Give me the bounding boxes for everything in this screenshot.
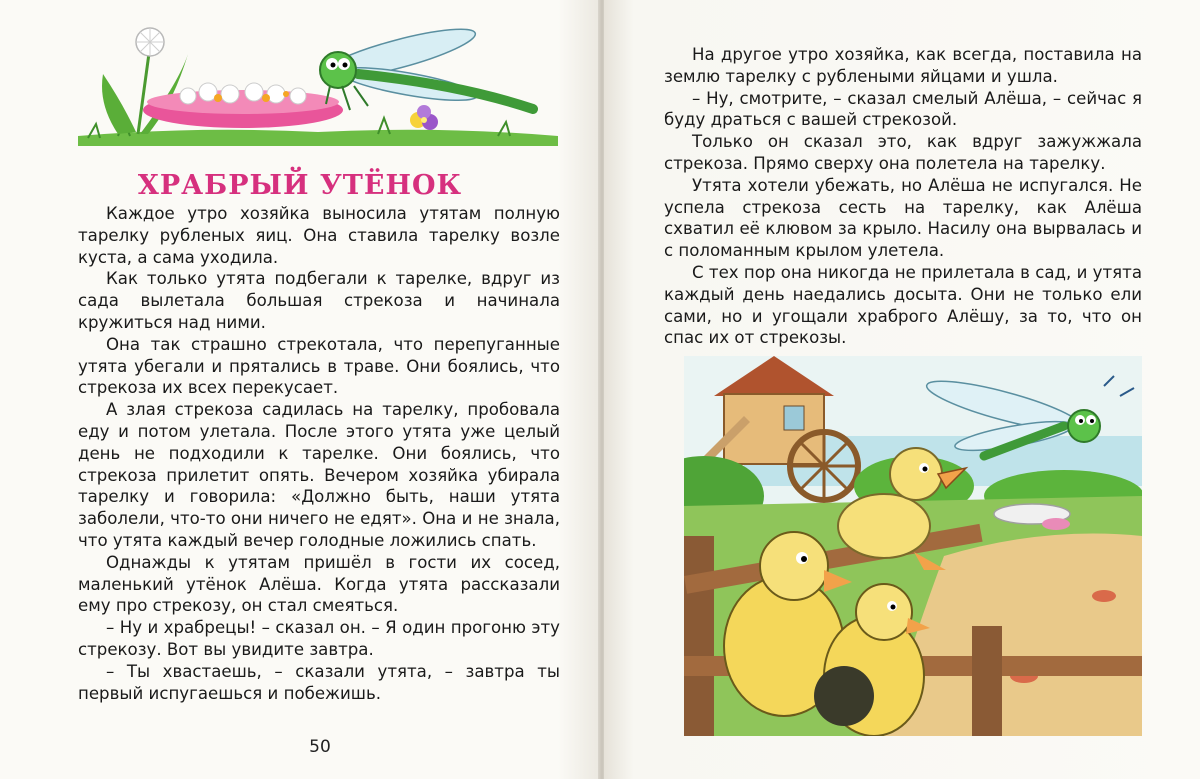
scene-illustration (684, 356, 1142, 736)
paragraph: Утята хотели убежать, но Алёша не испугался. Не успела стрекоза сесть на тарелку, как Алёша схватил её клювом за крыло. Насилу она вырвалась и с поломанным крылом улетела. (664, 175, 1142, 261)
paragraph: Она так страшно стрекотала, что перепуганные утята убегали и прятались в траве. Они боялись, что стрекоза их всех перекусает. (78, 334, 560, 398)
paragraph: Как только утята подбегали к тарелке, вдруг из сада вылетала большая стрекоза и начинала кружиться над ними. (78, 269, 560, 332)
paragraph: С тех пор она никогда не прилетала в сад, и утята каждый день наедались досыта. Они не только ели сами, но и угощали храброго Алёшу, за то, что он спас их от стрекозы. (664, 262, 1142, 348)
flower-icon (410, 105, 438, 130)
paragraph: А злая стрекоза садилась на тарелку, пробовала еду и потом улетала. После этого утята уже целый день не подходили к тарелке. Они боялись, что стрекоза прилетит опять. Вечером хозяйка убирала тарелку и говорила: «Должно быть, наши утята заболели, что-то они ничего не едят». Она и не знала, что утята каждый вечер голодные ложились спать. (78, 400, 560, 550)
dragonfly-icon (317, 20, 533, 110)
paragraph: Однажды к утятам пришёл в гости их сосед, маленький утёнок Алёша. Когда утята рассказали ему про стрекозу, он стал смеяться. (78, 552, 560, 616)
paragraph: – Ну, смотрите, – сказал смелый Алёша, – сейчас я буду драться с вашей стрекозой. (664, 88, 1142, 130)
paragraph: На другое утро хозяйка, как всегда, поставила на землю тарелку с рублеными яйцами и ушла. (664, 45, 1142, 86)
paragraph: – Ну и храбрецы! – сказал он. – Я один прогоню эту стрекозу. Вот вы увидите завтра. (78, 618, 560, 659)
water-wheel-icon (790, 432, 858, 500)
paragraph: – Ты хвастаешь, – сказали утята, – завтра ты первый испугаешься и побежишь. (78, 661, 560, 703)
paragraph: Только он сказал это, как вдруг зажужжала стрекоза. Прямо сверху она полетела на тарелку. (664, 132, 1142, 173)
header-illustration (78, 14, 558, 154)
story-title: ХРАБРЫЙ УТЁНОК (137, 170, 463, 201)
right-page-text (664, 44, 1142, 349)
right-page (604, 0, 1200, 779)
page-number: 50 (309, 737, 331, 757)
left-page-text (78, 203, 560, 704)
paragraph: Каждое утро хозяйка выносила утятам полную тарелку рубленых яиц. Она ставила тарелку возле куста, а сама уходила. (78, 204, 560, 267)
